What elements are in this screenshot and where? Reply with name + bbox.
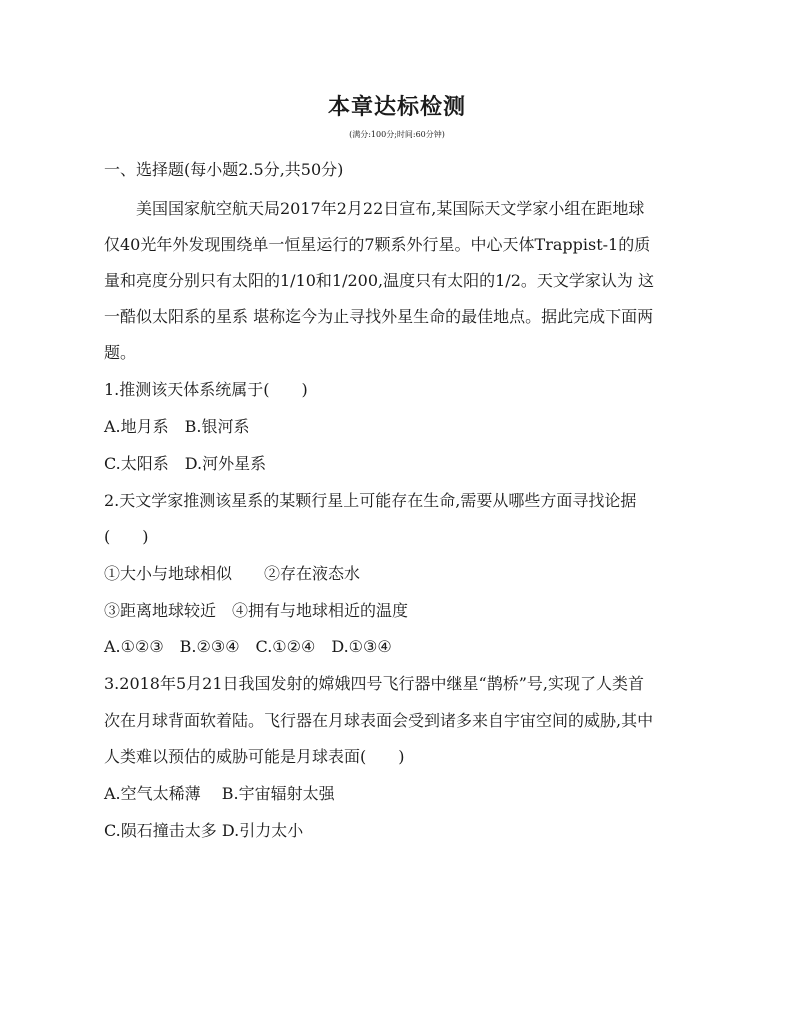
question-3-options: A.空气太稀薄 B.宇宙辐射太强 [104,784,335,803]
question-2-items: ③距离地球较近 ④拥有与地球相近的温度 [104,601,409,620]
passage-line: 仅40光年外发现围绕单一恒星运行的7颗系外行星。中心天体Trappist-1的质 [104,235,651,254]
question-2-options: A.①②③ B.②③④ C.①②④ D.①③④ [104,637,392,656]
passage-line: 题。 [104,343,137,362]
passage-line: 美国国家航空航天局2017年2月22日宣布,某国际天文学家小组在距地球 [136,199,645,218]
question-1-stem: 1.推测该天体系统属于( ) [104,380,308,399]
question-3-options: C.陨石撞击太多 D.引力太小 [104,821,304,840]
question-1-options: C.太阳系 D.河外星系 [104,454,267,473]
section-heading: 一、选择题(每小题2.5分,共50分) [104,160,344,179]
question-3-stem: 次在月球背面软着陆。飞行器在月球表面会受到诸多来自宇宙空间的威胁,其中 [104,711,654,730]
passage-line: 量和亮度分别只有太阳的1/10和1/200,温度只有太阳的1/2。天文学家认为 这 [104,271,654,290]
passage-line: 一酷似太阳系的星系 堪称迄今为止寻找外星生命的最佳地点。据此完成下面两 [104,307,654,326]
question-3-stem: 3.2018年5月21日我国发射的嫦娥四号飞行器中继星“鹊桥”号,实现了人类首 [104,674,644,693]
question-2-stem: ( ) [104,527,149,546]
question-2-items: ①大小与地球相似 ②存在液态水 [104,564,361,583]
question-3-stem: 人类难以预估的威胁可能是月球表面( ) [104,747,405,766]
page-title: 本章达标检测 [327,94,466,120]
question-2-stem: 2.天文学家推测该星系的某颗行星上可能存在生命,需要从哪些方面寻找论据 [104,491,637,510]
exam-info: (满分:100分;时间:60分钟) [349,130,445,139]
question-1-options: A.地月系 B.银河系 [104,417,250,436]
